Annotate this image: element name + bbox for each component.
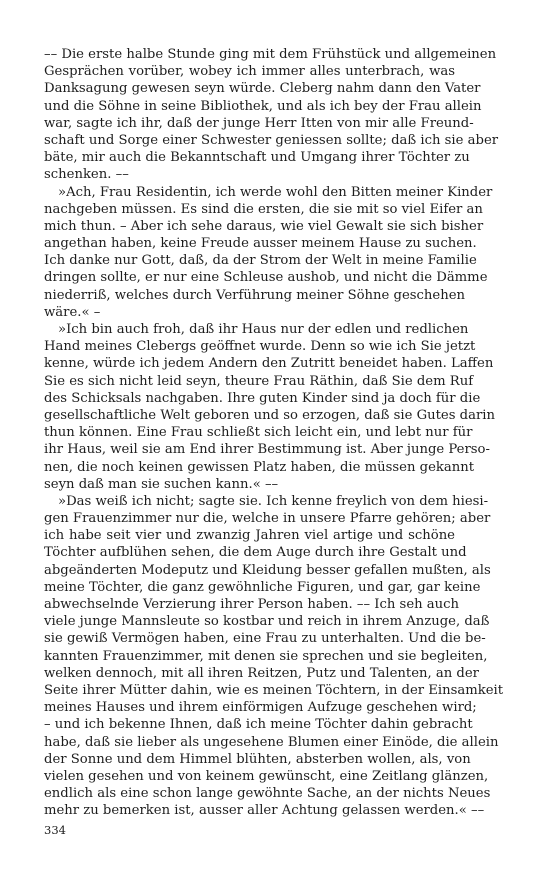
text-line: – und ich bekenne Ihnen, daß ich meine Töchter dahin gebracht	[44, 717, 473, 733]
paragraph-4	[44, 493, 504, 820]
text-line: Danksagung gewesen seyn würde. Cleberg nahm dann den Vater	[44, 81, 481, 97]
paragraph-3	[44, 321, 496, 493]
text-line: habe, daß sie lieber als ungesehene Blumen einer Einöde, die allein	[44, 734, 499, 750]
text-line: bäte, mir auch die Bekanntschaft und Umgang ihrer Töchter zu	[44, 150, 470, 166]
paragraph-2	[44, 184, 493, 322]
text-line: nachgeben müssen. Es sind die ersten, die sie mit so viel Eifer an	[44, 201, 483, 217]
text-line: dringen sollte, er nur eine Schleuse aushob, und nicht die Dämme	[44, 270, 488, 286]
text-line: welken dennoch, mit all ihren Reitzen, Putz und Talenten, an der	[44, 665, 479, 681]
text-line: thun können. Eine Frau schließt sich leicht ein, und lebt nur für	[44, 425, 473, 441]
text-line: mehr zu bemerken ist, ausser aller Achtung gelassen werden.« ––	[44, 803, 485, 819]
text-line: Gesprächen vorüber, wobey ich immer alles unterbrach, was	[44, 64, 455, 80]
text-line: Hand meines Clebergs geöffnet wurde. Denn so wie ich Sie jetzt	[44, 339, 476, 355]
text-line: nen, die noch keinen gewissen Platz haben, die müssen gekannt	[44, 459, 475, 475]
text-line: meines Hauses und ihrem einförmigen Aufzuge geschehen wird;	[44, 700, 477, 716]
text-line: viele junge Mannsleute so kostbar und reich in ihrem Anzuge, daß	[44, 614, 490, 630]
text-line: »Ich bin auch froh, daß ihr Haus nur der edlen und redlichen	[58, 322, 469, 337]
paragraph-1	[44, 46, 499, 184]
text-line: sie gewiß Vermögen haben, eine Frau zu unterhalten. Und die be-	[44, 631, 486, 647]
text-line: meine Töchter, die ganz gewöhnliche Figuren, und gar, gar keine	[44, 579, 481, 595]
text-line: kannten Frauenzimmer, mit denen sie sprechen und sie begleiten,	[44, 648, 488, 664]
text-line: »Ach, Frau Residentin, ich werde wohl den Bitten meiner Kinder	[58, 184, 493, 200]
page-number: 334	[44, 823, 66, 837]
text-line: schaft und Sorge einer Schwester geniessen sollte; daß ich sie aber	[44, 132, 499, 148]
text-line: angethan haben, keine Freude ausser meinem Hause zu suchen.	[44, 236, 477, 252]
text-line: schenken. ––	[44, 167, 129, 183]
text-line: seyn daß man sie suchen kann.« ––	[44, 476, 279, 492]
text-line: ich habe seit vier und zwanzig Jahren viel artige und schöne	[44, 528, 455, 544]
text-line: ihr Haus, weil sie am End ihrer Bestimmung ist. Aber junge Perso-	[44, 442, 490, 458]
text-line: niederriß, welches durch Verführung meiner Söhne geschehen	[44, 287, 466, 303]
text-line: gesellschaftliche Welt geboren und so erzogen, daß sie Gutes darin	[44, 407, 496, 423]
text-line: abwechselnde Verzierung ihrer Person haben. –– Ich seh auch	[44, 597, 460, 612]
text-line: kenne, würde ich jedem Andern den Zutritt beneidet haben. Laffen	[44, 356, 494, 372]
text-line: Sie es sich nicht leid seyn, theure Frau Räthin, daß Sie dem Ruf	[44, 373, 474, 389]
text-line: der Sonne und dem Himmel blühten, absterben wollen, als, von	[44, 751, 471, 767]
text-line: war, sagte ich ihr, daß der junge Herr Itten von mir alle Freund-	[44, 115, 474, 131]
text-line: Ich danke nur Gott, daß, da der Strom der Welt in meine Familie	[44, 253, 477, 269]
page-body	[44, 46, 504, 819]
text-line: gen Frauenzimmer nur die, welche in unsere Pfarre gehören; aber	[44, 511, 491, 527]
text-line: vielen gesehen und von keinem gewünscht, eine Zeitlang glänzen,	[44, 768, 489, 784]
text-line: Seite ihrer Mütter dahin, wie es meinen Töchtern, in der Einsamkeit	[44, 682, 504, 698]
text-line: »Das weiß ich nicht; sagte sie. Ich kenne freylich von dem hiesi-	[58, 493, 489, 509]
text-line: wäre.« –	[44, 304, 101, 320]
text-line: –– Die erste halbe Stunde ging mit dem Frühstück und allgemeinen	[44, 47, 497, 62]
text-line: Töchter aufblühen sehen, die dem Auge durch ihre Gestalt und	[44, 545, 467, 561]
text-line: des Schicksals nachgaben. Ihre guten Kinder sind ja doch für die	[44, 390, 481, 406]
text-line: endlich als eine schon lange gewöhnte Sache, an der nichts Neues	[44, 786, 491, 802]
text-line: mich thun. – Aber ich sehe daraus, wie viel Gewalt sie sich bisher	[44, 218, 484, 234]
text-line: abgeänderten Modeputz und Kleidung besser gefallen mußten, als	[44, 562, 491, 578]
text-line: und die Söhne in seine Bibliothek, und als ich bey der Frau allein	[44, 98, 482, 114]
